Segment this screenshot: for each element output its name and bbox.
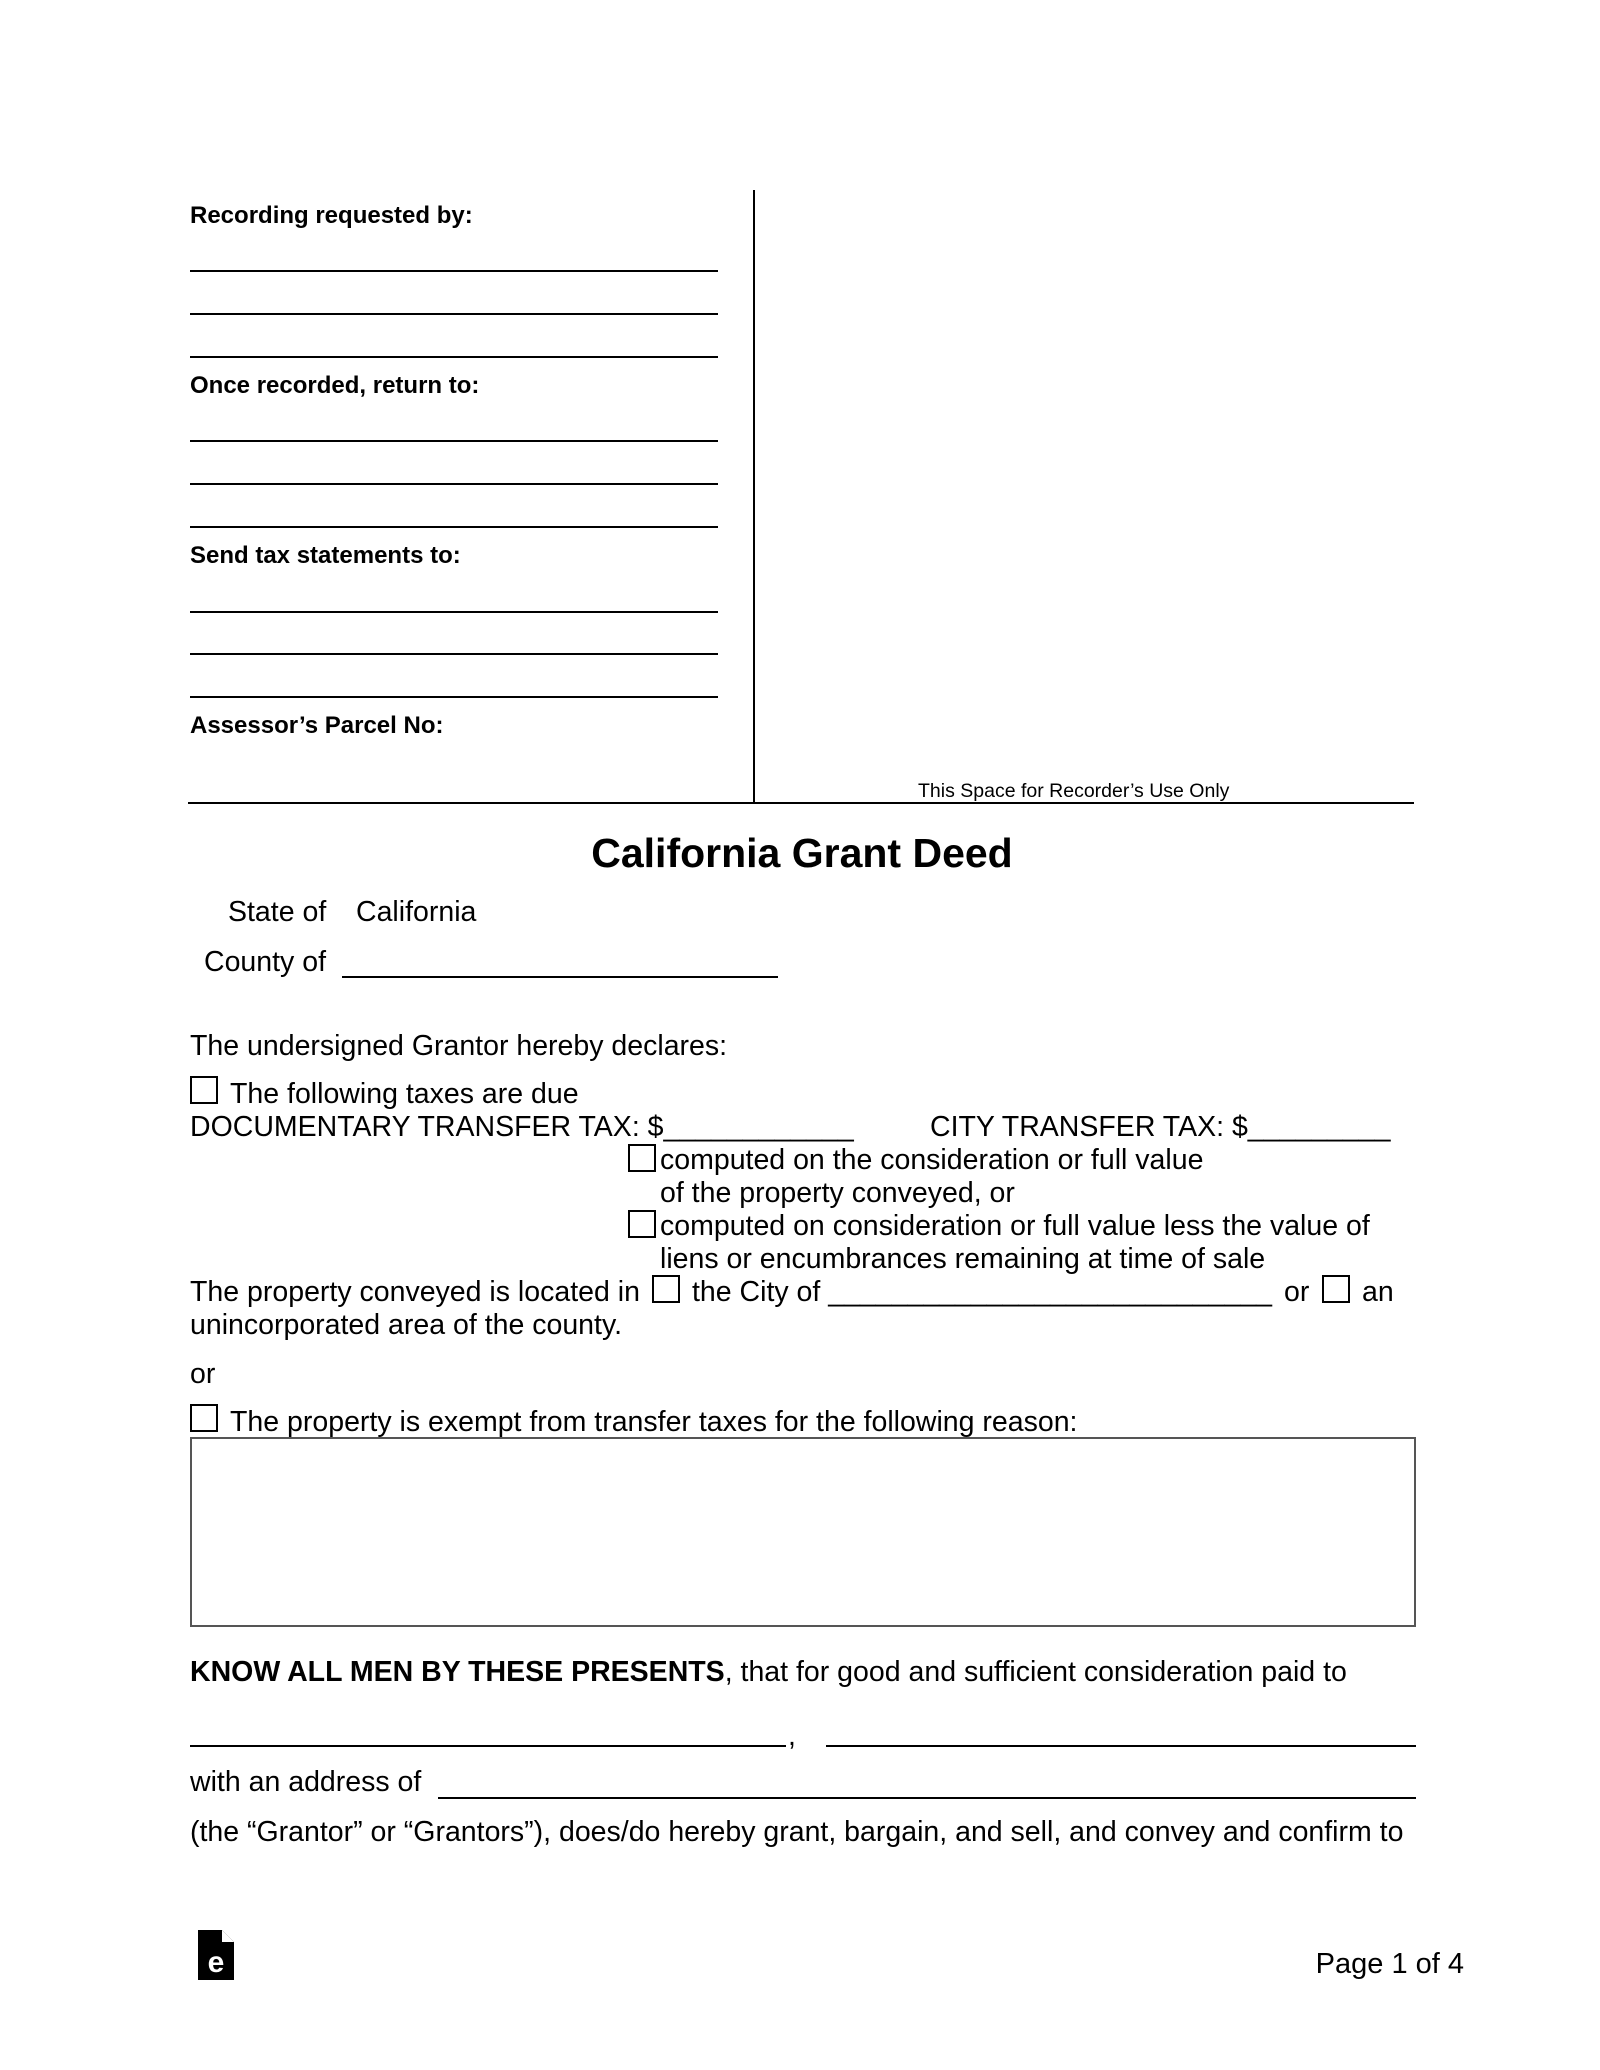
presents-paragraph [190, 1658, 1347, 1687]
grantor-address-field[interactable] [438, 1797, 1416, 1799]
presents-rest: , that for good and sufficient consideration paid to [724, 1656, 1347, 1688]
exempt-label: The property is exempt from transfer taxes for the following reason: [230, 1406, 1078, 1438]
located-in-label: The property conveyed is located in [190, 1276, 640, 1308]
grantor-paragraph: (the “Grantor” or “Grantors”), does/do hereby grant, bargain, and sell, and convey and confirm to [190, 1816, 1404, 1848]
return-to-line-2[interactable] [190, 483, 718, 485]
header-bottom-rule [188, 802, 1414, 804]
unincorporated-label: unincorporated area of the county. [190, 1309, 623, 1341]
county-label: County of [204, 946, 326, 978]
computed-less-liens-line-2: liens or encumbrances remaining at time of sale [660, 1243, 1266, 1275]
return-to-line-1[interactable] [190, 440, 718, 442]
page-title: California Grant Deed [591, 830, 1013, 876]
computed-less-liens-line-1: computed on consideration or full value less the value of [660, 1210, 1370, 1242]
city-checkbox[interactable] [652, 1275, 680, 1303]
computed-less-liens-checkbox[interactable] [628, 1210, 656, 1238]
page-number: Page 1 of 4 [1315, 1948, 1464, 1980]
send-tax-line-2[interactable] [190, 653, 718, 655]
parcel-no-label: Assessor’s Parcel No: [190, 712, 444, 739]
grantor-name-field-2[interactable] [826, 1745, 1416, 1747]
send-tax-line-3[interactable] [190, 696, 718, 698]
computed-full-value-checkbox[interactable] [628, 1144, 656, 1172]
logo-letter: e [207, 1946, 225, 1979]
exempt-reason-box[interactable] [190, 1437, 1416, 1627]
exempt-checkbox[interactable] [190, 1404, 218, 1432]
send-tax-line-1[interactable] [190, 611, 718, 613]
header-divider [753, 190, 755, 803]
recording-requested-line-1[interactable] [190, 270, 718, 272]
state-value: California [356, 896, 477, 928]
computed-full-value-line-1: computed on the consideration or full value [660, 1144, 1204, 1176]
presents-bold: KNOW ALL MEN BY THESE PRESENTS [190, 1656, 725, 1688]
with-address-label: with an address of [190, 1766, 422, 1798]
grantor-name-comma: , [788, 1720, 796, 1752]
send-tax-label: Send tax statements to: [190, 542, 461, 569]
recording-requested-line-2[interactable] [190, 313, 718, 315]
documentary-transfer-tax[interactable]: DOCUMENTARY TRANSFER TAX: $____________ [190, 1111, 854, 1143]
brand-logo-icon [198, 1930, 234, 1980]
return-to-label: Once recorded, return to: [190, 372, 480, 399]
taxes-due-checkbox[interactable] [190, 1076, 218, 1104]
unincorporated-checkbox[interactable] [1322, 1275, 1350, 1303]
grantor-name-field[interactable] [190, 1745, 786, 1747]
state-label: State of [228, 896, 327, 928]
recording-requested-label: Recording requested by: [190, 202, 473, 229]
or-separator: or [190, 1358, 216, 1390]
recorder-use-note: This Space for Recorder’s Use Only [918, 780, 1230, 802]
declaration-intro: The undersigned Grantor hereby declares: [190, 1030, 728, 1062]
or-word: or [1284, 1276, 1310, 1308]
return-to-line-3[interactable] [190, 526, 718, 528]
county-field[interactable] [342, 976, 778, 978]
an-word: an [1362, 1276, 1394, 1308]
recording-requested-line-3[interactable] [190, 356, 718, 358]
computed-full-value-line-2: of the property conveyed, or [660, 1177, 1015, 1209]
taxes-due-label: The following taxes are due [230, 1078, 579, 1110]
city-of-field[interactable]: the City of ____________________________ [692, 1276, 1273, 1308]
city-transfer-tax[interactable]: CITY TRANSFER TAX: $_________ [930, 1111, 1391, 1143]
